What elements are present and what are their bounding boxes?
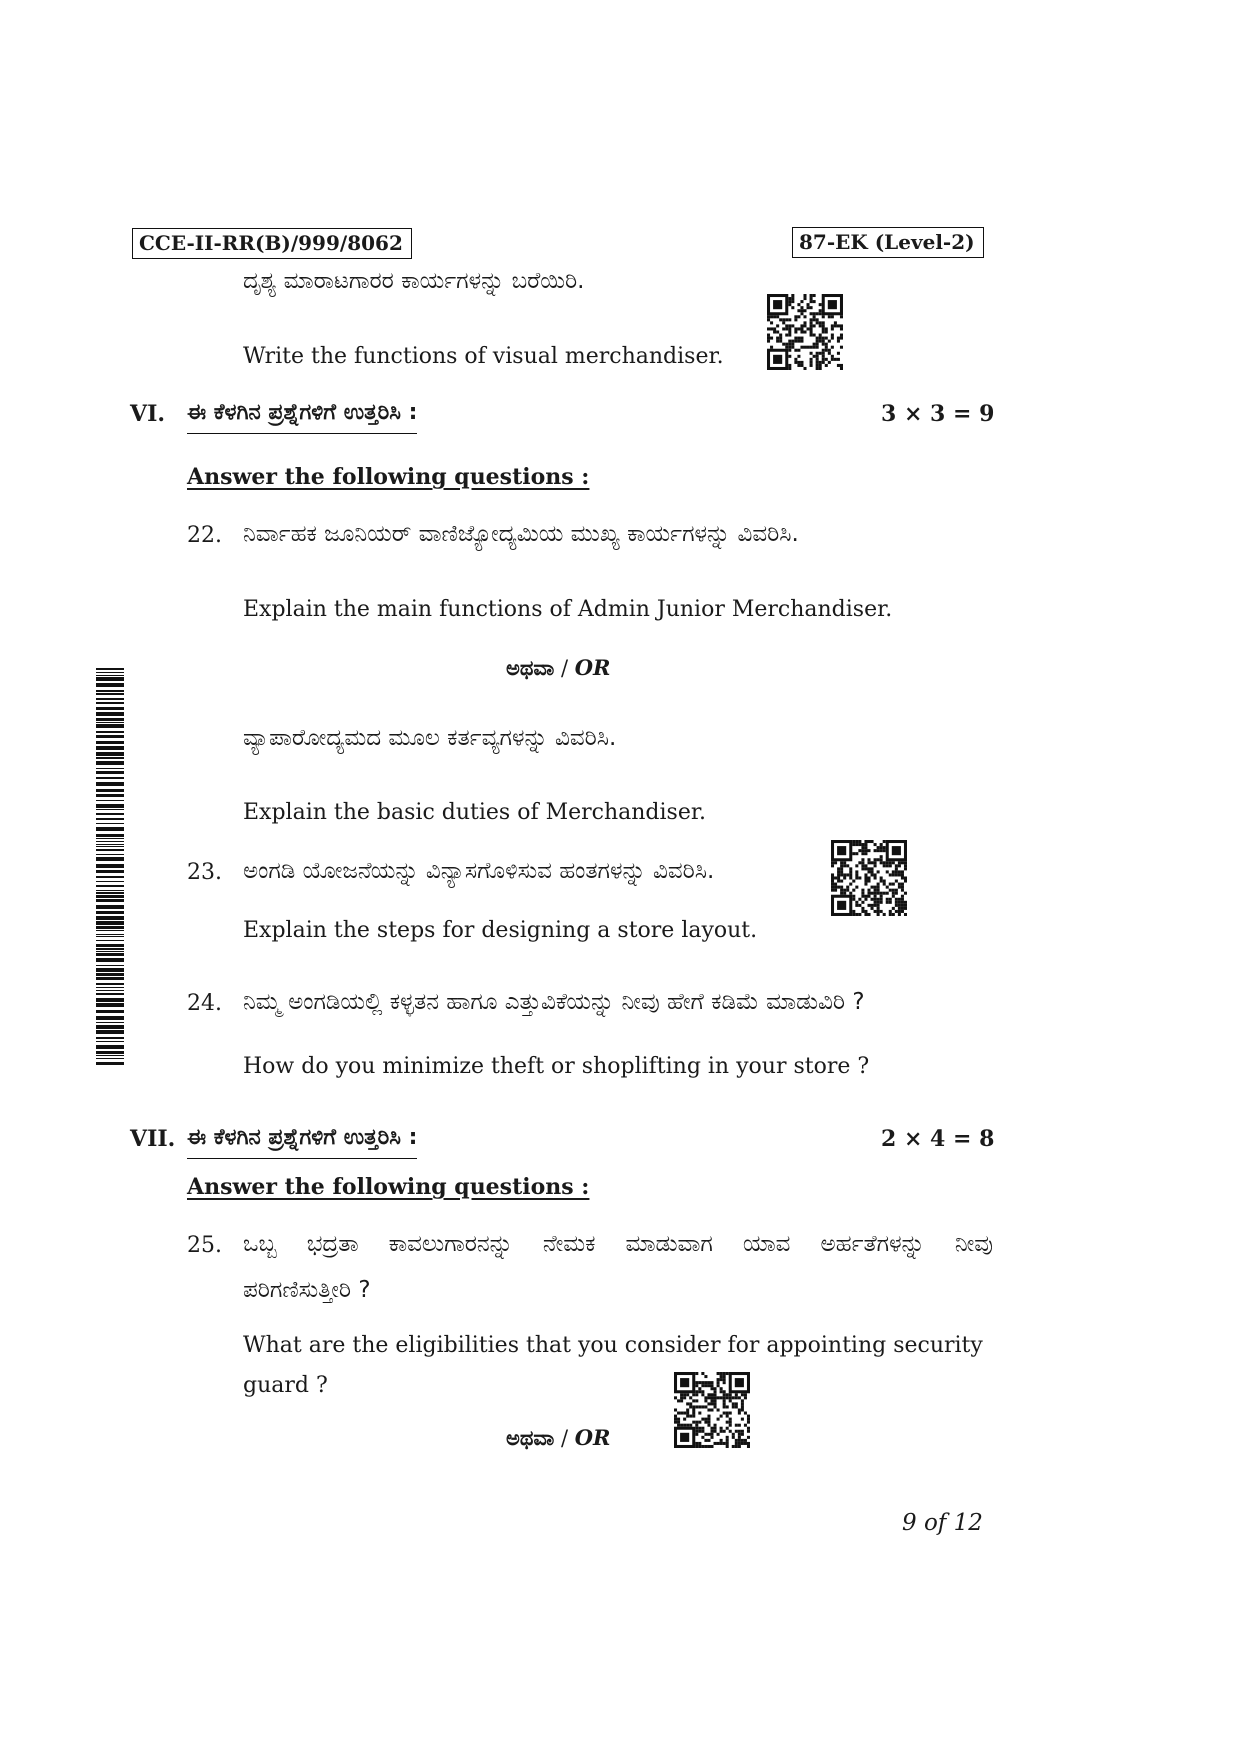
page-number: 9 of 12 [902, 1510, 983, 1536]
question-24-english: How do you minimize theft or shoplifting in your store ? [243, 1054, 870, 1079]
question-number: 24. [187, 991, 222, 1016]
question-25-kannada-line-2: ಪರಿಗಣಿಸುತ್ತೀರಿ ? [243, 1277, 371, 1303]
paper-code: CCE-II-RR(B)/999/8062 [139, 231, 403, 255]
question-22-english: Explain the main functions of Admin Junior Merchandiser. [243, 597, 893, 622]
question-22-alt-kannada: ವ್ಯಾಪಾರೋದ್ಯಮದ ಮೂಲ ಕರ್ತವ್ಯಗಳನ್ನು ವಿವರಿಸಿ. [243, 725, 617, 751]
section-heading-english: Answer the following questions : [187, 464, 590, 490]
question-25-kannada-line-1: ಒಬ್ಬ ಭದ್ರತಾ ಕಾವಲುಗಾರನನ್ನು ನೇಮಕ ಮಾಡುವಾಗ ಯಾವ ಅರ್ಹತೆಗಳನ್ನು ನೀವು [243, 1231, 993, 1257]
qr-code [831, 840, 907, 916]
or-english: OR [574, 1425, 611, 1450]
question-25-english-line-2: guard ? [243, 1373, 328, 1398]
question-number: 25. [187, 1233, 222, 1258]
or-kannada: ಅಥವಾ [506, 1426, 555, 1450]
section-number: VI. [130, 401, 166, 427]
qr-code [674, 1372, 750, 1448]
question-25-english-line-1: What are the eligibilities that you consider for appointing security [243, 1333, 983, 1358]
question-number: 23. [187, 860, 222, 885]
section-heading-kannada: ಈ ಕೆಳಗಿನ ಪ್ರಶ್ನೆಗಳಿಗೆ ಉತ್ತರಿಸಿ : [187, 400, 417, 434]
section-marks: 3 × 3 = 9 [881, 401, 995, 427]
intro-question-kannada: ದೃಶ್ಯ ಮಾರಾಟಗಾರರ ಕಾರ್ಯಗಳನ್ನು ಬರೆಯಿರಿ. [243, 268, 585, 294]
intro-question-english: Write the functions of visual merchandiser. [243, 344, 724, 369]
or-separator [506, 655, 611, 681]
section-heading-english: Answer the following questions : [187, 1174, 590, 1200]
or-slash: / [554, 1426, 575, 1450]
question-number: 22. [187, 523, 222, 548]
qr-code [767, 294, 843, 370]
subject-code: 87-EK (Level-2) [799, 230, 975, 254]
question-22-alt-english: Explain the basic duties of Merchandiser. [243, 800, 706, 825]
section-number: VII. [130, 1126, 176, 1152]
paper-code-box [132, 228, 412, 259]
section-heading-kannada: ಈ ಕೆಳಗಿನ ಪ್ರಶ್ನೆಗಳಿಗೆ ಉತ್ತರಿಸಿ : [187, 1125, 417, 1159]
subject-code-box [792, 227, 984, 258]
or-slash: / [554, 656, 575, 680]
question-23-kannada: ಅಂಗಡಿ ಯೋಜನೆಯನ್ನು ವಿನ್ಯಾಸಗೊಳಿಸುವ ಹಂತಗಳನ್ನು ವಿವರಿಸಿ. [243, 858, 715, 884]
question-24-kannada: ನಿಮ್ಮ ಅಂಗಡಿಯಲ್ಲಿ ಕಳ್ಳತನ ಹಾಗೂ ಎತ್ತುವಿಕೆಯನ್ನು ನೀವು ಹೇಗೆ ಕಡಿಮೆ ಮಾಡುವಿರಿ ? [243, 989, 865, 1015]
barcode [96, 668, 124, 1066]
or-english: OR [574, 655, 611, 680]
question-22-kannada: ನಿರ್ವಾಹಕ ಜೂನಿಯರ್ ವಾಣಿಜ್ಯೋದ್ಯಮಿಯ ಮುಖ್ಯ ಕಾರ್ಯಗಳನ್ನು ವಿವರಿಸಿ. [243, 521, 799, 547]
or-separator [506, 1425, 611, 1451]
question-23-english: Explain the steps for designing a store layout. [243, 918, 758, 943]
or-kannada: ಅಥವಾ [506, 656, 555, 680]
section-marks: 2 × 4 = 8 [881, 1126, 995, 1152]
